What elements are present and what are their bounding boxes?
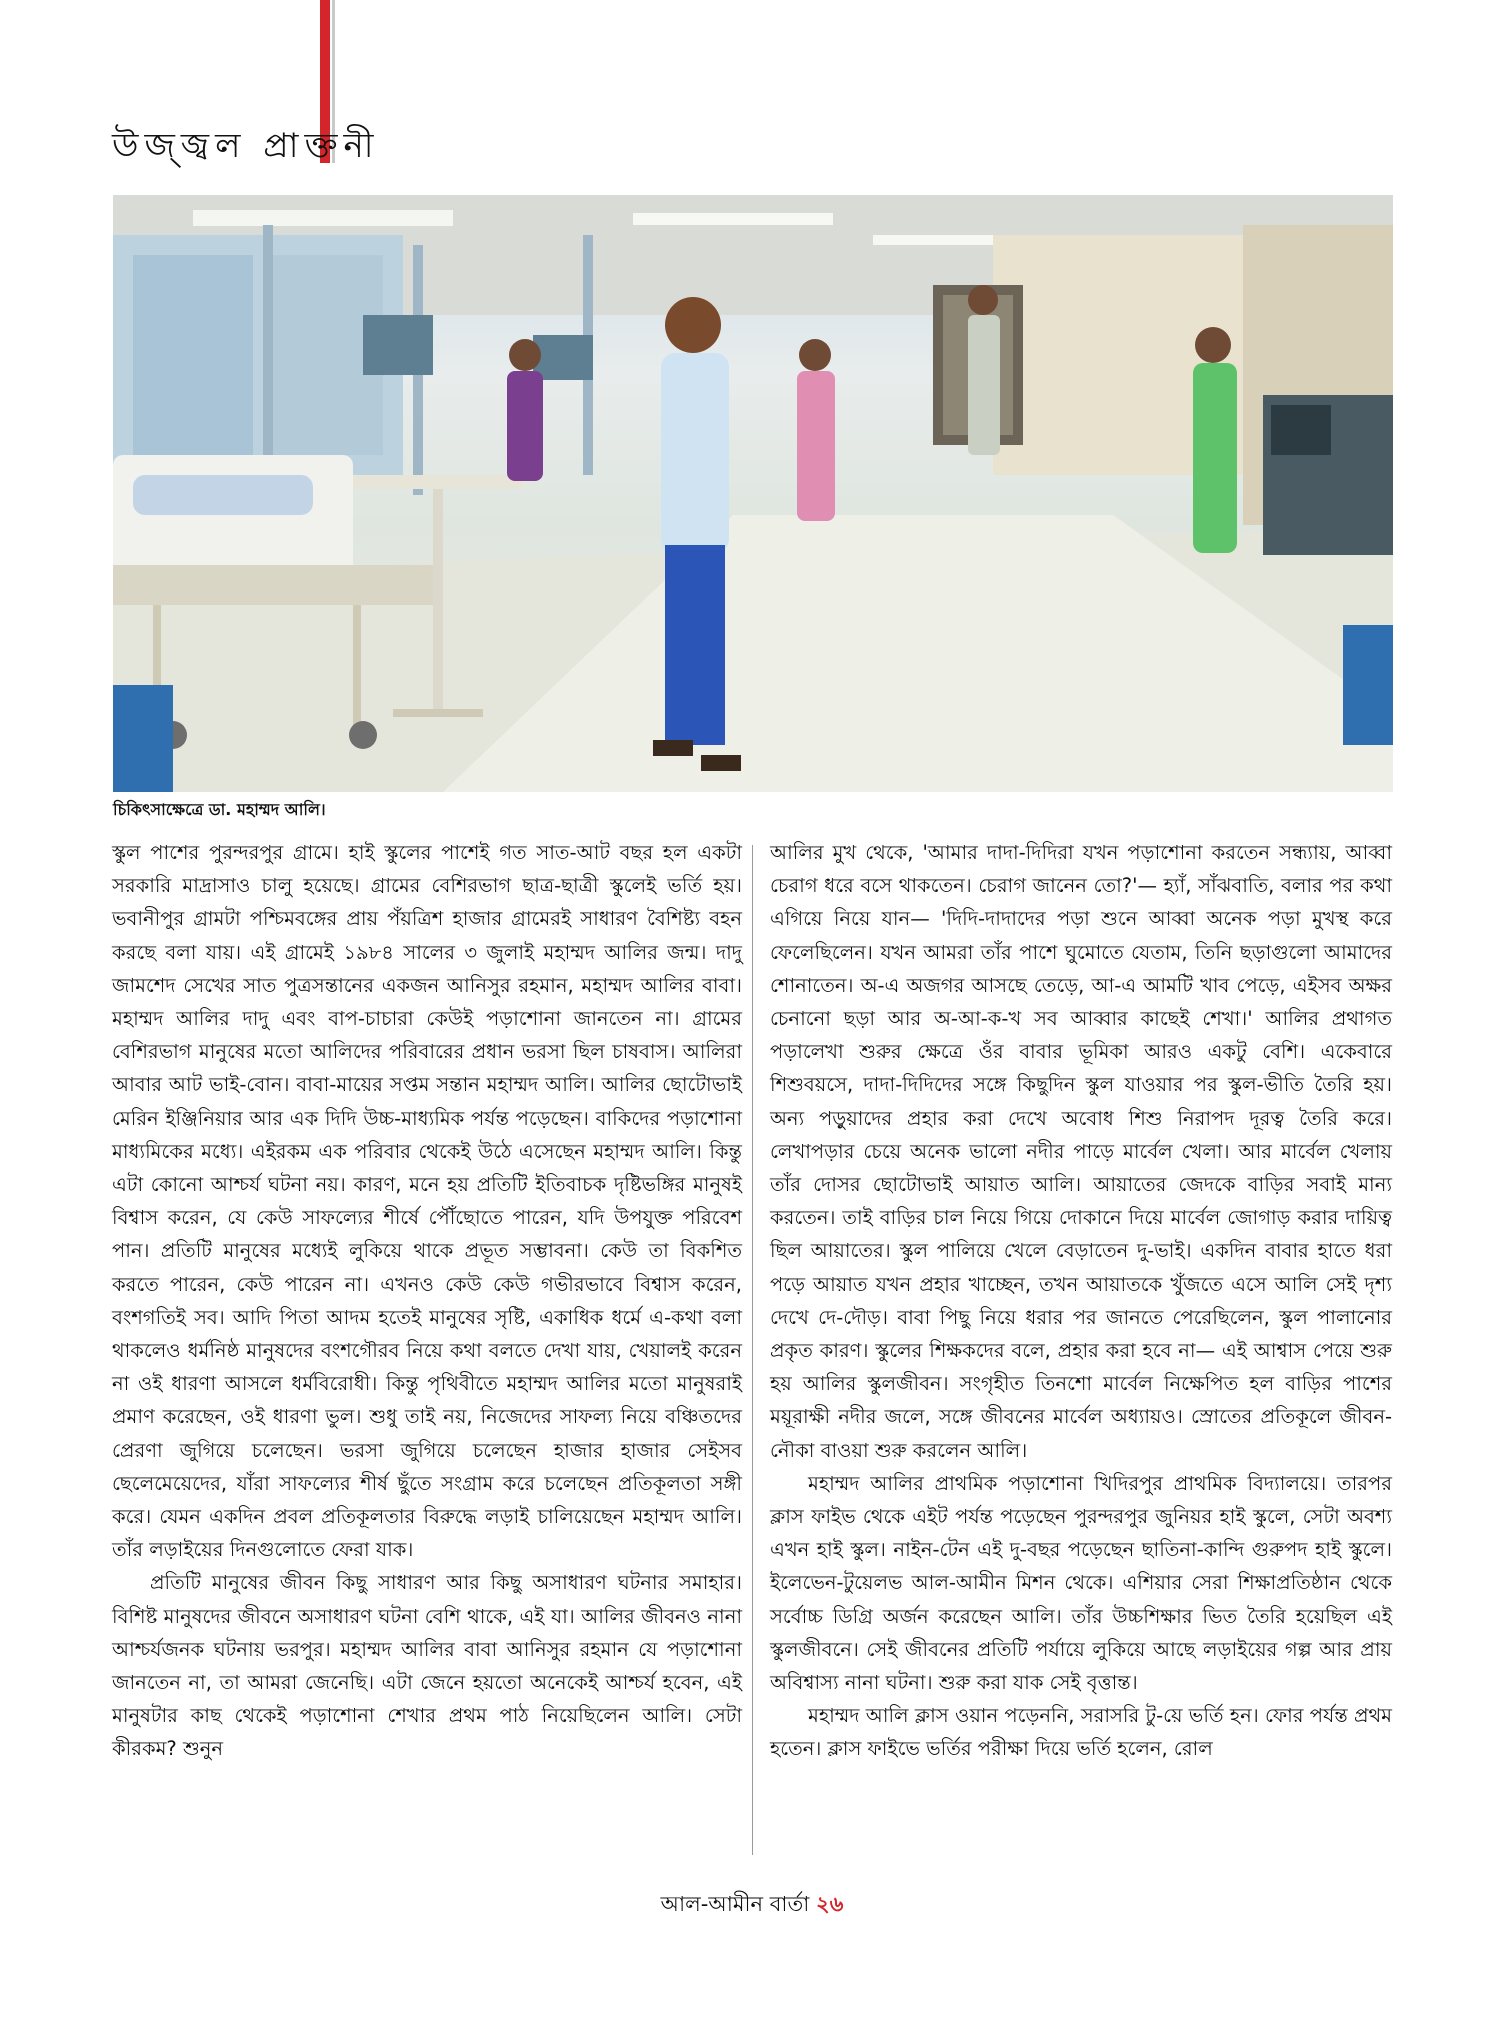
magazine-name: আল-আমীন বার্তা xyxy=(660,1892,810,1916)
photo-illustration xyxy=(113,195,1393,792)
article-column-right xyxy=(770,836,1392,1766)
page-footer xyxy=(0,1888,1504,1923)
article-paragraph: মহাম্মদ আলি ক্লাস ওয়ান পড়েননি, সরাসরি টু-য়ে ভর্তি হন। ফোর পর্যন্ত প্রথম হতেন। ক্লাস ফাইভে ভর্তির পরীক্ষা দিয়ে ভর্তি হলেন, রোল xyxy=(770,1704,1392,1761)
page-number: ২৬ xyxy=(816,1892,844,1916)
article-paragraph: প্রতিটি মানুষের জীবন কিছু সাধারণ আর কিছু অসাধারণ ঘটনার সমাহার। বিশিষ্ট মানুষদের জীবনে অসাধারণ ঘটনা বেশি থাকে, এই যা। আলির জীবনও নানা আশ্চর্যজনক ঘটনায় ভরপুর। মহাম্মদ আলির বাবা আনিসুর রহমান যে পড়াশোনা জানতেন না, তা আমরা জেনেছি। এটা জেনে হয়তো অনেকেই আশ্চর্য হবেন, এই মানুষটার কাছ থেকেই পড়াশোনা শেখার প্রথম পাঠ নিয়েছিলেন আলি। সেটা কীরকম? শুনুন xyxy=(112,1571,742,1761)
article-paragraph: আলির মুখ থেকে, 'আমার দাদা-দিদিরা যখন পড়াশোনা করতেন সন্ধ্যায়, আব্বা চেরাগ ধরে বসে থাকতেন। চেরাগ জানেন তো?'— হ্যাঁ, সাঁঝবাতি, বলার পর কথা এগিয়ে নিয়ে যান— 'দিদি-দাদাদের পড়া শুনে আব্বা অনেক পড়া মুখস্থ করে ফেলেছিলেন। যখন আমরা তাঁর পাশে ঘুমোতে যেতাম, তিনি ছড়াগুলো আমাদের শোনাতেন। অ-এ অজগর আসছে তেড়ে, আ-এ আমটি খাব পেড়ে, এইসব অক্ষর চেনানো ছড়া আর অ-আ-ক-খ সব আব্বার কাছেই শেখা।' আলির প্রথাগত পড়ালেখা শুরুর ক্ষেত্রে ওঁর বাবার ভূমিকা আরও একটু বেশি। একেবারে শিশুবয়সে, দাদা-দিদিদের সঙ্গে কিছুদিন স্কুল যাওয়ার পর স্কুল-ভীতি তৈরি হয়। অন্য পড়ুয়াদের প্রহার করা দেখে অবোধ শিশু নিরাপদ দূরত্ব তৈরি করে। লেখাপড়ার চেয়ে অনেক ভালো নদীর পাড়ে মার্বেল খেলা। আর মার্বেল খেলায় তাঁর দোসর ছোটোভাই আয়াত আলি। আয়াতের জেদকে বাড়ির সবাই মান্য করতেন। তাই বাড়ির চাল নিয়ে গিয়ে দোকানে দিয়ে মার্বেল জোগাড় করার দায়িত্ব ছিল আয়াতের। স্কুল পালিয়ে খেলে বেড়াতেন দু-ভাই। একদিন বাবার হাতে ধরা পড়ে আয়াত যখন প্রহার খাচ্ছেন, তখন আয়াতকে খুঁজতে এসে আলি সেই দৃশ্য দেখে দে-দৌড়। বাবা পিছু নিয়ে ধরার পর জানতে পেরেছিলেন, স্কুল পালানোর প্রকৃত কারণ। স্কুলের শিক্ষকদের বলে, প্রহার করা হবে না— এই আশ্বাস পেয়ে শুরু হয় আলির স্কুলজীবন। সংগৃহীত তিনশো মার্বেল নিক্ষেপিত হল বাড়ির পাশের ময়ূরাক্ষী নদীর জলে, সঙ্গে জীবনের মার্বেল অধ্যায়ও। স্রোতের প্রতিকূলে জীবন-নৌকা বাওয়া শুরু করলেন আলি। xyxy=(770,841,1392,1462)
article-paragraph: মহাম্মদ আলির প্রাথমিক পড়াশোনা খিদিরপুর প্রাথমিক বিদ্যালয়ে। তারপর ক্লাস ফাইভ থেকে এইট পর্যন্ত পড়েছেন পুরন্দরপুর জুনিয়র হাই স্কুলে, সেটা অবশ্য এখন হাই স্কুল। নাইন-টেন এই দু-বছর পড়েছেন ছাতিনা-কান্দি গুরুপদ হাই স্কুলে। ইলেভেন-টুয়েলভ আল-আমীন মিশন থেকে। এশিয়ার সেরা শিক্ষাপ্রতিষ্ঠান থেকে সর্বোচ্চ ডিগ্রি অর্জন করেছেন আলি। তাঁর উচ্চশিক্ষার ভিত তৈরি হয়েছিল এই স্কুলজীবনে। সেই জীবনের প্রতিটি পর্যায়ে লুকিয়ে আছে লড়াইয়ের গল্প আর প্রায় অবিশ্বাস্য নানা ঘটনা। শুরু করা যাক সেই বৃত্তান্ত। xyxy=(770,1471,1392,1695)
column-divider xyxy=(752,845,753,1855)
hospital-ward-photo xyxy=(113,195,1393,792)
photo-caption: চিকিৎসাক্ষেত্রে ডা. মহাম্মদ আলি। xyxy=(113,800,326,819)
article-paragraph: স্কুল পাশের পুরন্দরপুর গ্রামে। হাই স্কুলের পাশেই গত সাত-আট বছর হল একটা সরকারি মাদ্রাসাও চালু হয়েছে। গ্রামের বেশিরভাগ ছাত্র-ছাত্রী স্কুলেই ভর্তি হয়। ভবানীপুর গ্রামটা পশ্চিমবঙ্গের প্রায় পঁয়ত্রিশ হাজার গ্রামেরই সাধারণ বৈশিষ্ট্য বহন করছে বলা যায়। এই গ্রামেই ১৯৮৪ সালের ৩ জুলাই মহাম্মদ আলির জন্ম। দাদু জামশেদ সেখের সাত পুত্রসন্তানের একজন আনিসুর রহমান, মহাম্মদ আলির বাবা। মহাম্মদ আলির দাদু এবং বাপ-চাচারা কেউই পড়াশোনা জানতেন না। গ্রামের বেশিরভাগ মানুষের মতো আলিদের পরিবারের প্রধান ভরসা ছিল চাষবাস। আলিরা আবার আট ভাই-বোন। বাবা-মায়ের সপ্তম সন্তান মহাম্মদ আলি। আলির ছোটোভাই মেরিন ইঞ্জিনিয়ার আর এক দিদি উচ্চ-মাধ্যমিক পর্যন্ত পড়েছেন। বাকিদের পড়াশোনা মাধ্যমিকের মধ্যে। এইরকম এক পরিবার থেকেই উঠে এসেছেন মহাম্মদ আলি। কিন্তু এটা কোনো আশ্চর্য ঘটনা নয়। কারণ, মনে হয় প্রতিটি ইতিবাচক দৃষ্টিভঙ্গির মানুষই বিশ্বাস করেন, যে কেউ সাফল্যের শীর্ষে পৌঁছোতে পারেন, যদি উপযুক্ত পরিবেশ পান। প্রতিটি মানুষের মধ্যেই লুকিয়ে থাকে প্রভূত সম্ভাবনা। কেউ তা বিকশিত করতে পারেন, কেউ পারেন না। এখনও কেউ কেউ গভীরভাবে বিশ্বাস করেন, বংশগতিই সব। আদি পিতা আদম হতেই মানুষের সৃষ্টি, একাধিক ধর্মে এ-কথা বলা থাকলেও ধর্মনিষ্ঠ মানুষদের বংশগৌরব নিয়ে কথা বলতে দেখা যায়, খেয়ালই করেন না ওই ধারণা আসলে ধর্মবিরোধী। কিন্তু পৃথিবীতে মহাম্মদ আলির মতো মানুষরাই প্রমাণ করেছেন, ওই ধারণা ভুল। শুধু তাই নয়, নিজেদের সাফল্য নিয়ে বঞ্চিতদের প্রেরণা জুগিয়ে চলেছেন। ভরসা জুগিয়ে চলেছেন হাজার হাজার সেইসব ছেলেমেয়েদের, যাঁরা সাফল্যের শীর্ষ ছুঁতে সংগ্রাম করে চলেছেন প্রতিকূলতা সঙ্গী করে। যেমন একদিন প্রবল প্রতিকূলতার বিরুদ্ধে লড়াই চালিয়েছেন মহাম্মদ আলি। তাঁর লড়াইয়ের দিনগুলোতে ফেরা যাক। xyxy=(112,841,742,1562)
section-title: উজ্জ্বল প্রাক্তনী xyxy=(112,126,380,166)
article-column-left xyxy=(112,836,742,1766)
